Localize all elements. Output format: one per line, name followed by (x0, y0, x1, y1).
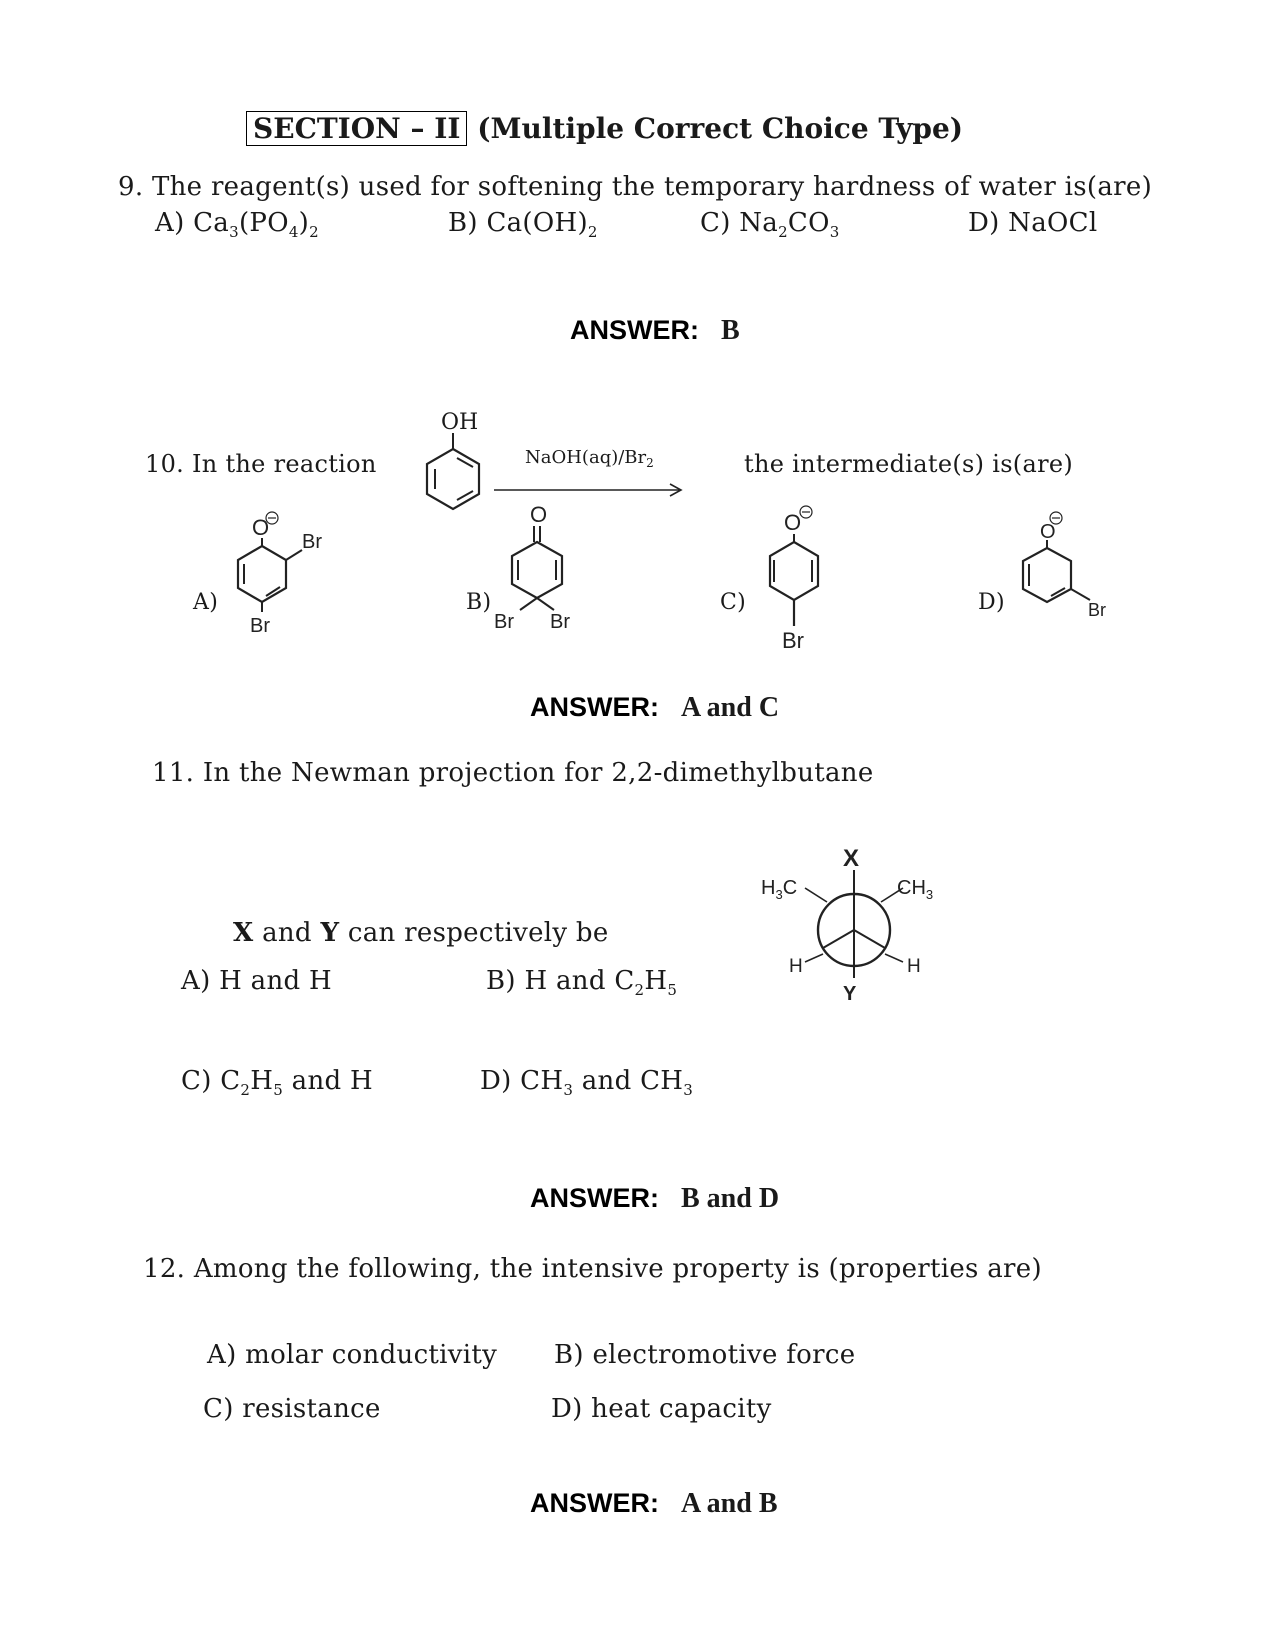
q10-option-c-structure (758, 498, 848, 688)
answer-value: A and B (681, 1488, 778, 1519)
formula-text: CO (787, 208, 830, 238)
newman-y-label: Y (843, 983, 857, 1005)
answer-label: ANSWER: (570, 315, 699, 345)
option-label: B) (486, 966, 516, 996)
formula-text: Ca (193, 208, 230, 238)
option-text: resistance (242, 1394, 381, 1424)
statement-text: can respectively be (347, 918, 609, 948)
question-9 (118, 172, 1152, 202)
option-label: D) (480, 1066, 512, 1096)
bromine-label: Br (782, 628, 804, 653)
option-label: D) (968, 208, 1000, 238)
oxygen-label: O (784, 510, 802, 535)
option-label: C) (700, 208, 731, 238)
oxygen-label: O (252, 515, 270, 540)
reagent-sub: 2 (646, 456, 654, 470)
answer-value: B and D (681, 1183, 780, 1214)
q10-option-d-structure (1016, 500, 1136, 650)
formula-subscript: 3 (229, 223, 239, 241)
formula-subscript: 2 (309, 223, 319, 241)
formula-subscript: 2 (778, 223, 788, 241)
q11-option-a (181, 966, 332, 996)
option-label: C) (181, 1066, 212, 1096)
option-formula (739, 208, 840, 241)
newman-projection (755, 838, 945, 1008)
option-formula (524, 966, 678, 999)
reagent-text: NaOH(aq)/Br (525, 447, 647, 468)
formula-text: ) (298, 208, 310, 238)
formula-text: C (220, 1066, 241, 1096)
newman-x-label: X (843, 845, 860, 872)
option-label: C) (203, 1394, 234, 1424)
q10-option-b-label: B) (466, 590, 492, 615)
answer-value: B (721, 315, 740, 346)
q12-option-a (207, 1340, 497, 1370)
question-10-tail: the intermediate(s) is(are) (744, 450, 1074, 478)
formula-text: and H (283, 1066, 373, 1096)
bromine-label: Br (550, 611, 570, 633)
option-label: A) (155, 208, 185, 238)
and-text: and (262, 918, 312, 948)
formula-subscript: 2 (240, 1081, 251, 1099)
option-formula (193, 208, 319, 241)
q11-option-d (480, 1066, 694, 1099)
q10-option-d-label: D) (978, 590, 1005, 615)
formula-subscript: 5 (667, 981, 678, 999)
section-label: SECTION – II (246, 111, 467, 146)
option-formula (520, 1066, 694, 1099)
formula-text: Na (739, 208, 779, 238)
question-text: Among the following, the intensive property is (properties are) (193, 1254, 1042, 1284)
methyl-label-right: $CH_3$ (897, 877, 934, 902)
q12-option-c (203, 1394, 381, 1424)
hydroxyl-label: OH (441, 410, 479, 435)
q9-answer (570, 315, 740, 347)
answer-value: A and C (681, 692, 780, 723)
hydrogen-label-left: H (789, 956, 803, 977)
section-title: (Multiple Correct Choice Type) (477, 112, 964, 145)
carbonyl-oxygen-label: O (530, 502, 548, 527)
methyl-label-left: $H_3C$ (761, 877, 798, 902)
option-label: B) (554, 1340, 584, 1370)
formula-subscript: 3 (563, 1081, 574, 1099)
question-text: In the reaction (192, 450, 377, 478)
hydrogen-label-right: H (907, 956, 921, 977)
x-symbol: X (233, 918, 254, 948)
formula-subscript: 5 (273, 1081, 284, 1099)
formula-subscript: 2 (634, 981, 645, 999)
option-formula (1008, 208, 1097, 238)
question-number: 10. (145, 450, 185, 478)
q10-option-a-label: A) (193, 590, 219, 615)
formula-text: H and H (219, 966, 332, 996)
q12-option-d (551, 1394, 772, 1424)
bromine-label: Br (494, 611, 514, 633)
formula-text: and CH (573, 1066, 684, 1096)
question-12 (143, 1254, 1042, 1284)
option-formula (220, 1066, 373, 1099)
answer-label: ANSWER: (530, 692, 659, 722)
formula-text: H (250, 1066, 274, 1096)
q11-option-b (486, 966, 678, 999)
q10-answer (530, 692, 779, 724)
formula-subscript: 3 (829, 223, 840, 241)
q9-option-a (155, 208, 319, 241)
option-text: electromotive force (592, 1340, 856, 1370)
question-number: 9. (118, 172, 144, 202)
bromine-label: Br (1088, 600, 1106, 620)
section-header (246, 112, 963, 145)
reagent-label (525, 447, 654, 468)
option-label: D) (551, 1394, 583, 1424)
q9-option-c (700, 208, 840, 241)
formula-text: Ca(OH) (486, 208, 588, 238)
q10-option-c-label: C) (720, 590, 747, 615)
option-formula (219, 966, 332, 996)
bromine-label: Br (302, 531, 322, 553)
y-symbol: Y (320, 918, 340, 948)
question-number: 12. (143, 1254, 186, 1284)
q11-option-c (181, 1066, 373, 1099)
phenol-structure (405, 395, 505, 525)
q9-option-d (968, 208, 1097, 238)
answer-label: ANSWER: (530, 1183, 659, 1213)
formula-text: NaOCl (1008, 208, 1098, 238)
formula-text: H and C (524, 966, 635, 996)
option-formula (486, 208, 598, 241)
q10-option-a-structure (222, 500, 352, 670)
question-11 (152, 758, 874, 788)
q11-xy-statement (233, 918, 609, 948)
formula-text: H (644, 966, 668, 996)
reaction-arrow (490, 480, 690, 500)
bromine-label: Br (250, 615, 270, 637)
formula-text: (PO (238, 208, 289, 238)
formula-subscript: 2 (587, 223, 598, 241)
question-number: 11. (152, 758, 195, 788)
option-label: A) (181, 966, 211, 996)
answer-label: ANSWER: (530, 1488, 659, 1518)
question-10-lead (145, 450, 377, 478)
question-text: In the Newman projection for 2,2-dimethylbutane (202, 758, 874, 788)
formula-text: CH (520, 1066, 564, 1096)
oxygen-label: O (1040, 521, 1056, 543)
q12-answer (530, 1488, 778, 1520)
q9-option-b (448, 208, 598, 241)
q12-option-b (554, 1340, 855, 1370)
formula-subscript: 4 (288, 223, 299, 241)
option-text: molar conductivity (245, 1340, 498, 1370)
q11-answer (530, 1183, 779, 1215)
formula-subscript: 3 (683, 1081, 694, 1099)
option-label: A) (207, 1340, 237, 1370)
q10-option-b-structure (494, 500, 620, 670)
question-text: The reagent(s) used for softening the temporary hardness of water is(are) (152, 172, 1153, 202)
option-label: B) (448, 208, 478, 238)
option-text: heat capacity (591, 1394, 772, 1424)
